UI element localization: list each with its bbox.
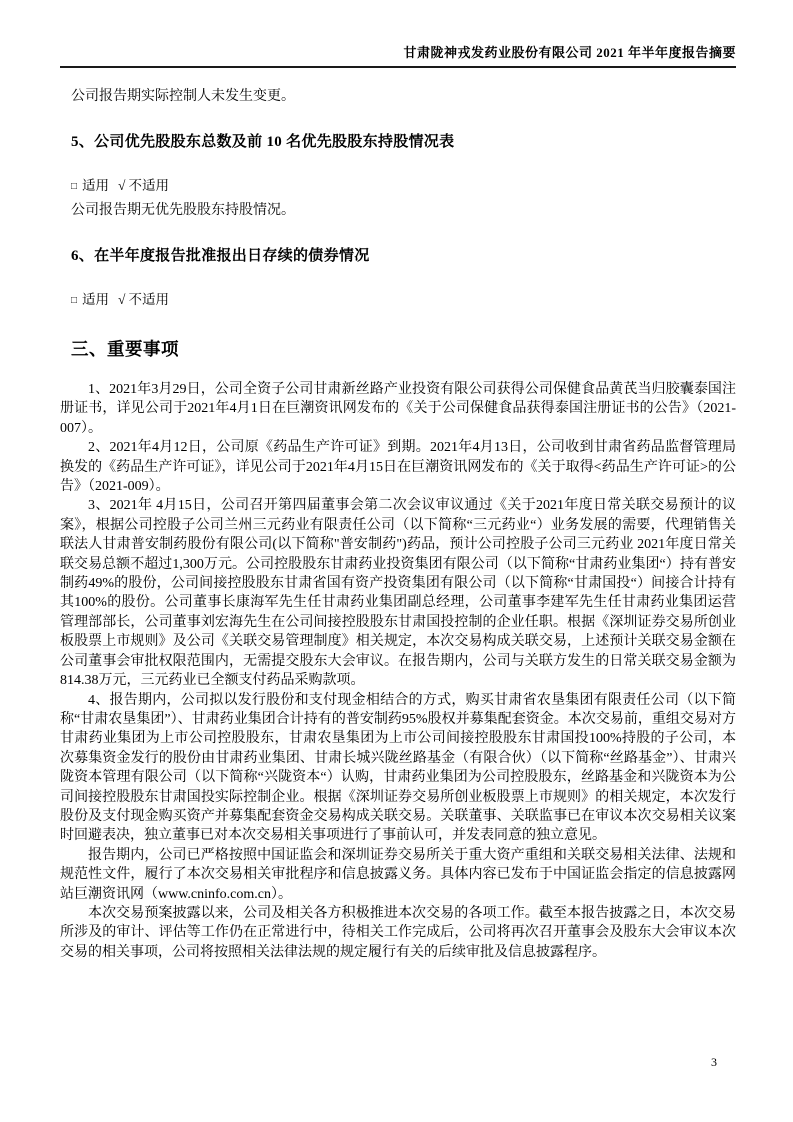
page-number: 3 [711,1055,717,1069]
check-mark-icon: √ [118,178,126,193]
section-5-heading: 5、公司优先股股东总数及前 10 名优先股股东持股情况表 [71,134,455,150]
section-6-heading: 6、在半年度报告批准报出日存续的债券情况 [71,248,370,264]
not-applicable-label: 不适用 [128,292,169,307]
checkbox-unchecked-icon: □ [71,295,78,306]
important-matters-paragraph-1: 1、2021年3月29日，公司全资子公司甘肃新丝路产业投资有限公司获得公司保健食品黄芪当归胶囊泰国注册证书，详见公司于2021年4月1日在巨潮资讯网发布的《关于公司保健食品获得泰国注册证书的公告》（2021-007）。 [60,382,736,436]
applicable-label: 适用 [82,292,110,307]
page-header [60,45,736,68]
important-matters-paragraph-6: 本次交易预案披露以来，公司及相关各方积极推进本次交易的各项工作。截至本报告披露之日，本次交易所涉及的审计、评估等工作仍在正常进行中，待相关工作完成后，公司将再次召开董事会及股东大会审议本次交易的相关事项，公司将按照相关法律法规的规定履行有关的后续审批及信息披露程序。 [60,905,736,960]
section-5-note: 公司报告期无优先股股东持股情况。 [71,203,295,218]
important-matters-paragraph-2: 2、2021年4月12日，公司原《药品生产许可证》到期。2021年4月13日，公司收到甘肃省药品监督管理局换发的《药品生产许可证》，详见公司于2021年4月15日在巨潮资讯网发布的《关于取得<药品生产许可证>的公告》（2021-009）。 [60,440,736,495]
section-3-heading: 三、重要事项 [71,339,179,359]
section-5-applicability-line [71,177,736,196]
not-applicable-label: 不适用 [128,178,169,193]
important-matters-paragraph-5: 报告期内，公司已严格按照中国证监会和深圳证券交易所关于重大资产重组和关联交易相关法律、法规和规范性文件，履行了本次交易相关审批程序和信息披露义务。具体内容已发布于中国证监会指定的信息披露网站巨潮资讯网（www.cninfo.com.cn）。 [60,847,736,902]
important-matters-paragraphs [60,380,736,962]
checkbox-unchecked-icon: □ [71,181,78,192]
section-6-applicability-line [71,291,736,310]
controller-change-note: 公司报告期实际控制人未发生变更。 [71,89,295,104]
report-body [60,88,736,962]
check-mark-icon: √ [118,292,126,307]
report-header-title: 甘肃陇神戎发药业股份有限公司 2021 年半年度报告摘要 [403,45,736,60]
applicable-label: 适用 [82,178,110,193]
important-matters-paragraph-3: 3、2021年 4月15日，公司召开第四届董事会第二次会议审议通过《关于2021年度日常关联交易预计的议案》，根据公司控股子公司兰州三元药业有限责任公司（以下简称“三元药业“）业务发展的需要，代理销售关联法人甘肃普安制药股份有限公司(以下简称"普安制药")药品，预计公司控股子公司三元药业 2021年度日常关联交易总额不超过1,300万元。公司控股股东甘肃药业投资集团有限公司（以下简称“甘肃药业集团“）持有普安制药49%的股份，公司间接控股股东甘肃省国有资产投资集团有限公司（以下简称“甘肃国投“）间接合计持有其100%的股份。公司董事长康海军先生任甘肃药业集团副总经理，公司董事李建军先生任甘肃药业集团运营管理部部长，公司董事刘宏海先生在公司间接控股股东甘肃国投控制的企业任职。根据《深圳证券交易所创业板股票上市规则》及公司《关联交易管理制度》相关规定，本次交易构成关联交易，上述预计关联交易金额在公司董事会审批权限范围内，无需提交股东大会审议。在报告期内，公司与关联方发生的日常关联交易金额为814.38万元，三元药业已全额支付药品采购款项。 [60,498,736,689]
important-matters-paragraph-4: 4、报告期内，公司拟以发行股份和支付现金相结合的方式，购买甘肃省农垦集团有限责任公司（以下简称“甘肃农垦集团”）、甘肃药业集团合计持有的普安制药95%股权并募集配套资金。本次交易前，重组交易对方甘肃药业集团为上市公司控股股东，甘肃农垦集团为上市公司间接控股股东甘肃国投100%持股的子公司，本次募集资金发行的股份由甘肃药业集团、甘肃长城兴陇丝路基金（有限合伙）（以下简称“丝路基金”）、甘肃兴陇资本管理有限公司（以下简称“兴陇资本“）认购，甘肃药业集团为公司控股股东，丝路基金和兴陇资本为公司间接控股股东甘肃国投实际控制企业。根据《深圳证券交易所创业板股票上市规则》的相关规定，本次发行股份及支付现金购买资产并募集配套资金交易构成关联交易。关联董事、关联监事已在审议本次交易相关议案时回避表决，独立董事已对本次交易相关事项进行了事前认可，并发表同意的独立意见。 [60,692,736,844]
